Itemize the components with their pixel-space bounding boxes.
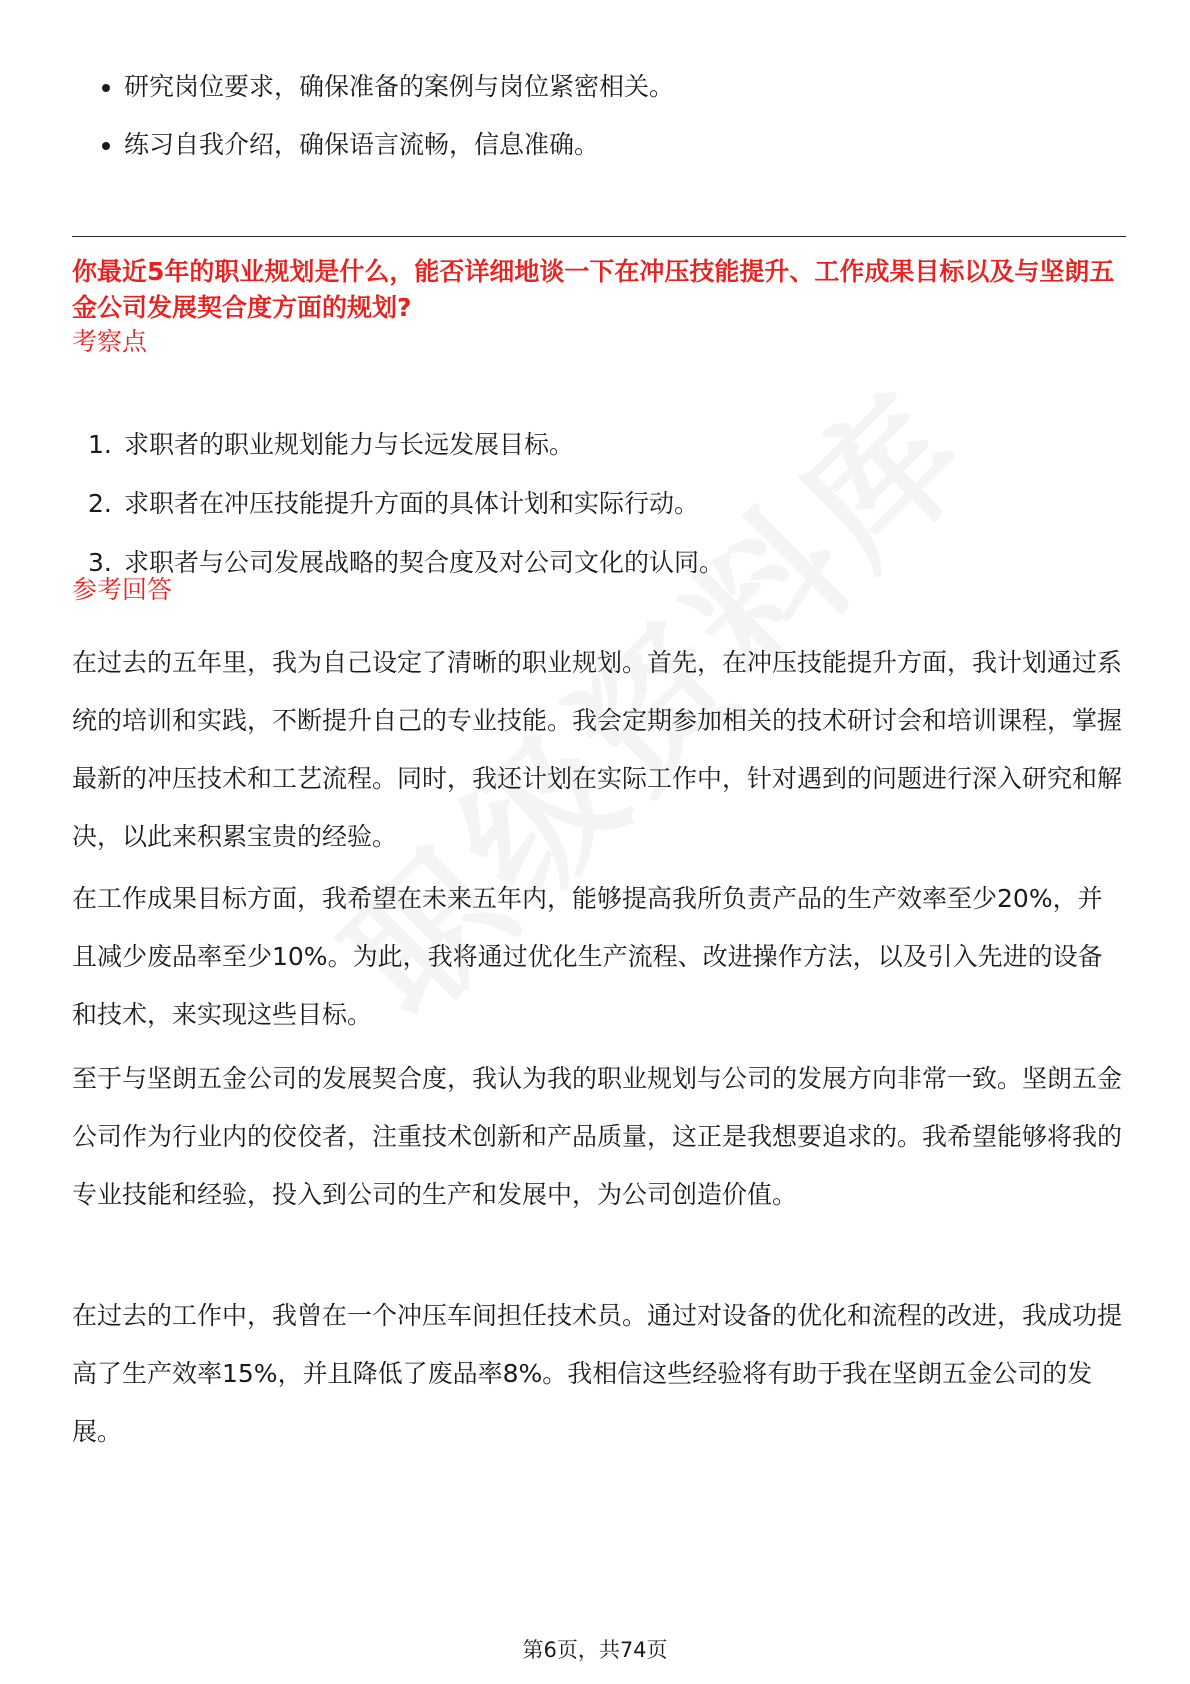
focus-text: 求职者的职业规划能力与长远发展目标。: [124, 430, 575, 459]
answer-paragraph: 在过去的工作中，我曾在一个冲压车间担任技术员。通过对设备的优化和流程的改进，我成功提高了生产效率15%，并且降低了废品率8%。我相信这些经验将有助于我在坚朗五金公司的发展。: [72, 1301, 1123, 1446]
section-divider: [72, 236, 1126, 237]
answer-paragraph: 在过去的五年里，我为自己设定了清晰的职业规划。首先，在冲压技能提升方面，我计划通过系统的培训和实践，不断提升自己的专业技能。我会定期参加相关的技术研讨会和培训课程，掌握最新的冲压技术和工艺流程。同时，我还计划在实际工作中，针对遇到的问题进行深入研究和解决，以此来积累宝贵的经验。: [72, 648, 1123, 851]
bullet-list: [72, 72, 1122, 188]
bullet-text: 练习自我介绍，确保语言流畅，信息准确。: [124, 130, 600, 159]
focus-item: [72, 548, 1122, 578]
bullet-dot-icon: [102, 84, 110, 92]
answer-title: 参考回答: [72, 575, 173, 604]
bullet-dot-icon: [102, 142, 110, 150]
focus-number: 2.: [88, 489, 112, 518]
focus-item: [72, 430, 1122, 460]
focus-text: 求职者与公司发展战略的契合度及对公司文化的认同。: [124, 548, 725, 577]
focus-item: [72, 489, 1122, 519]
page-footer: 第6页，共74页: [522, 1638, 668, 1662]
bullet-text: 研究岗位要求，确保准备的案例与岗位紧密相关。: [124, 72, 675, 101]
bullet-item: [72, 72, 1122, 102]
focus-text: 求职者在冲压技能提升方面的具体计划和实际行动。: [124, 489, 700, 518]
answer-paragraph: 在工作成果目标方面，我希望在未来五年内，能够提高我所负责产品的生产效率至少20%，并且减少废品率至少10%。为此，我将通过优化生产流程、改进操作方法，以及引入先进的设备和技术，来实现这些目标。: [72, 884, 1103, 1029]
focus-number: 1.: [88, 430, 112, 459]
focus-title: 考察点: [72, 327, 148, 356]
focus-list: [72, 430, 1122, 607]
answer-paragraph: 至于与坚朗五金公司的发展契合度，我认为我的职业规划与公司的发展方向非常一致。坚朗五金公司作为行业内的佼佼者，注重技术创新和产品质量，这正是我想要追求的。我希望能够将我的专业技能和经验，投入到公司的生产和发展中，为公司创造价值。: [72, 1064, 1123, 1209]
focus-number: 3.: [88, 548, 112, 577]
question-heading: 你最近5年的职业规划是什么，能否详细地谈一下在冲压技能提升、工作成果目标以及与坚朗五金公司发展契合度方面的规划?: [72, 257, 1115, 322]
bullet-item: [72, 130, 1122, 160]
